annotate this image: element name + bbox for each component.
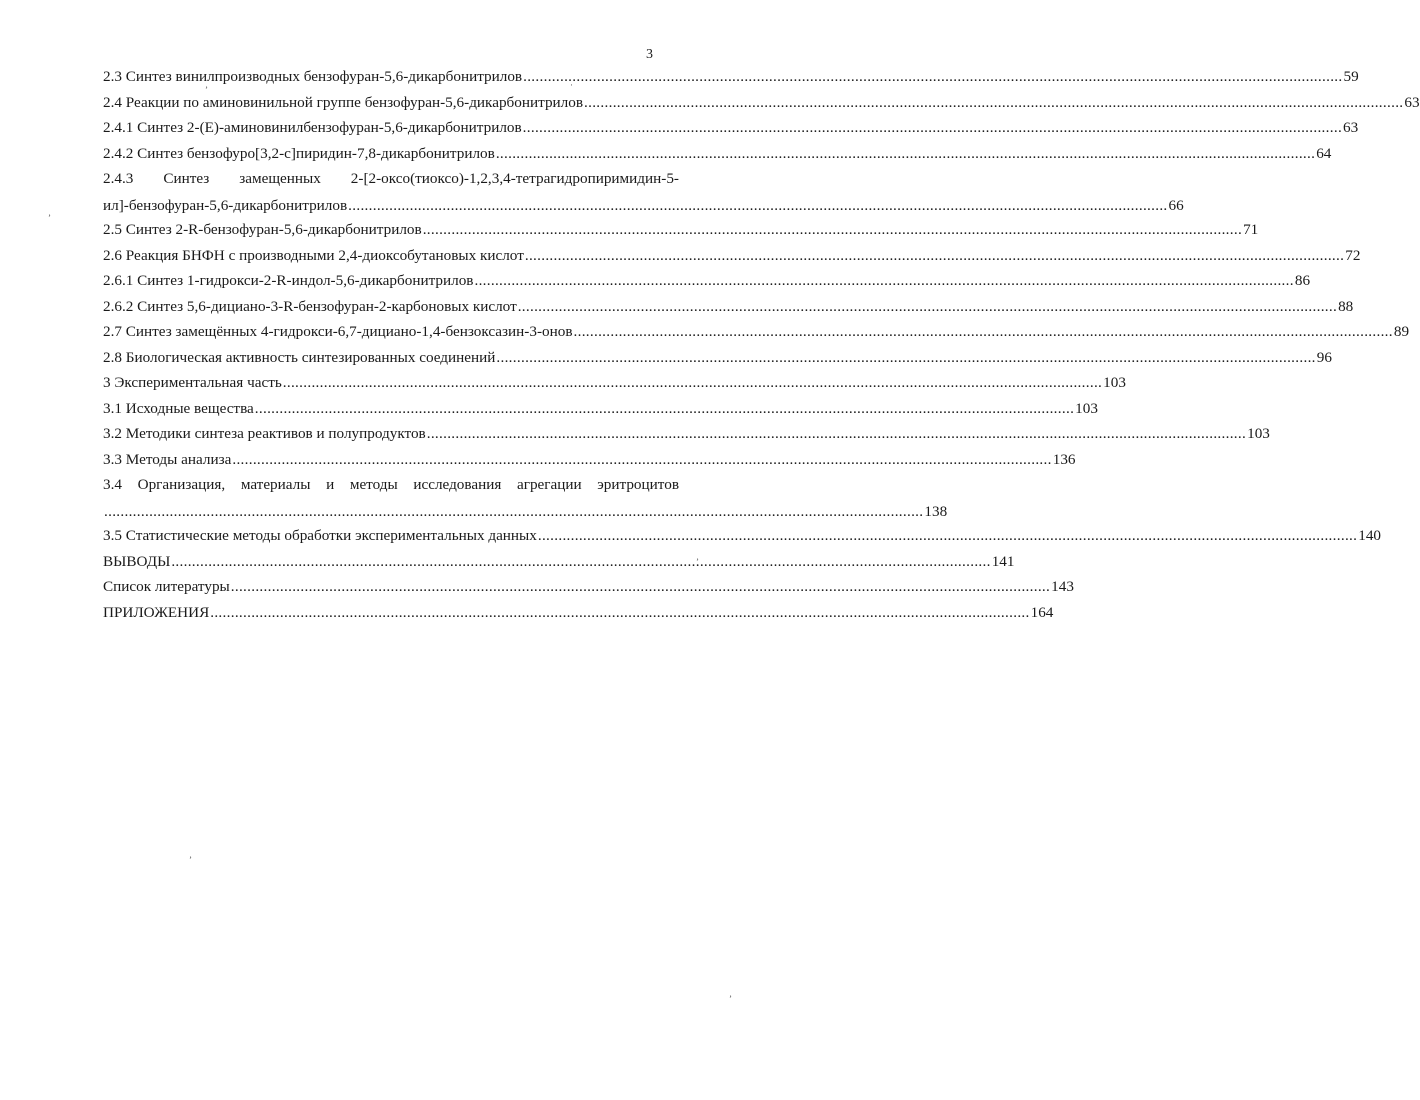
toc-entry-page: 96	[1316, 348, 1332, 366]
toc-entry-title: 2.4.2 Синтез бензофуро[3,2-c]пиридин-7,8-дикарбонитрилов	[103, 144, 495, 162]
dot-leader	[538, 523, 1357, 549]
dot-leader	[496, 141, 1315, 167]
toc-entry-2-4[interactable]	[103, 90, 1420, 116]
toc-entry-references[interactable]	[103, 574, 1074, 600]
dot-leader	[348, 193, 1167, 219]
dot-leader	[474, 268, 1293, 294]
toc-entry-2-5[interactable]	[103, 217, 1259, 243]
dot-leader	[210, 600, 1029, 626]
toc-entry-title: 2.7 Синтез замещённых 4-гидрокси-6,7-дициано-1,4-бензоксазин-3-онов	[103, 323, 573, 340]
dot-leader	[423, 217, 1242, 243]
toc-entry-2-7[interactable]	[103, 319, 1410, 345]
toc-entry-title: Список литературы	[103, 578, 230, 595]
toc-entry-title: 2.6 Реакция БНФН с производными 2,4-диоксобутановых кислот	[103, 246, 524, 264]
toc-entry-page: 63	[1343, 119, 1359, 136]
scan-speck: ʼ	[729, 994, 732, 1004]
toc-entry-2-6[interactable]	[103, 243, 1361, 269]
toc-entry-2-4-2[interactable]	[103, 141, 1332, 167]
toc-entry-page: 136	[1052, 450, 1076, 468]
toc-entry-conclusions[interactable]	[103, 549, 1015, 575]
scan-speck: ·	[570, 80, 573, 90]
toc-entry-page: 143	[1051, 578, 1074, 595]
toc-entry-3-5[interactable]	[103, 523, 1382, 549]
toc-entry-page: 140	[1358, 527, 1382, 544]
toc-entry-title: 3.2 Методики синтеза реактивов и полупродуктов	[103, 425, 426, 442]
toc-entry-title: 3.3 Методы анализа	[103, 450, 232, 468]
toc-entry-page: 72	[1345, 246, 1361, 264]
dot-leader	[523, 64, 1342, 90]
toc-entry-appendices[interactable]	[103, 600, 1054, 626]
toc-entry-page: 64	[1316, 144, 1332, 162]
toc-entry-page: 66	[1168, 197, 1184, 214]
toc-entry-3[interactable]	[103, 370, 1126, 396]
scan-speck: ʼ	[696, 557, 699, 567]
toc-entry-title: 3 Экспериментальная часть	[103, 374, 282, 391]
toc-entry-title: ВЫВОДЫ	[103, 552, 171, 570]
toc-entry-title: 3.1 Исходные вещества	[103, 399, 254, 417]
dot-leader	[525, 243, 1344, 269]
dot-leader	[584, 90, 1403, 116]
dot-leader	[231, 574, 1050, 600]
toc-entry-3-2[interactable]	[103, 421, 1270, 447]
dot-leader	[232, 447, 1051, 473]
toc-entry-3-4-line1[interactable]	[103, 472, 679, 499]
toc-entry-page: 71	[1243, 221, 1259, 238]
dot-leader	[171, 549, 990, 575]
toc-entry-title: 2.4.1 Синтез 2-(E)-аминовинилбензофуран-5,6-дикарбонитрилов	[103, 119, 522, 136]
toc-entry-page: 86	[1294, 272, 1311, 289]
toc-entry-page: 89	[1393, 323, 1410, 340]
toc-entry-title: 2.5 Синтез 2-R-бензофуран-5,6-дикарбонитрилов	[103, 221, 422, 238]
toc-entry-page: 103	[1075, 399, 1098, 417]
toc-entry-2-4-3-line1[interactable]	[103, 166, 679, 193]
toc-entry-title: 2.4.3 Синтез замещенных 2-[2-оксо(тиоксо)-1,2,3,4-тетрагидропиримидин-5-	[103, 170, 679, 187]
toc-entry-2-8[interactable]	[103, 345, 1332, 371]
toc-entry-title: 3.5 Статистические методы обработки экспериментальных данных	[103, 527, 537, 544]
toc-entry-3-3[interactable]	[103, 447, 1076, 473]
toc-entry-2-4-3[interactable]	[103, 193, 1184, 217]
dot-leader	[427, 421, 1246, 447]
toc-entry-2-3[interactable]	[103, 64, 1359, 90]
dot-leader	[574, 319, 1393, 345]
toc-entry-page: 88	[1338, 297, 1354, 315]
toc-entry-2-6-1[interactable]	[103, 268, 1311, 294]
toc-entry-title: 2.8 Биологическая активность синтезированных соединений	[103, 348, 496, 366]
dot-leader	[518, 294, 1337, 320]
toc-entry-page: 103	[1103, 374, 1126, 391]
toc-entry-title: 2.3 Синтез винилпроизводных бензофуран-5,6-дикарбонитрилов	[103, 68, 523, 85]
toc-entry-2-6-2[interactable]	[103, 294, 1354, 320]
toc-entry-title: 2.6.2 Синтез 5,6-дициано-3-R-бензофуран-2-карбоновых кислот	[103, 297, 517, 315]
page-number: 3	[646, 47, 653, 62]
dot-leader	[496, 345, 1315, 371]
scan-speck: ʼ	[48, 213, 51, 223]
scan-speck: ʼ	[189, 855, 192, 865]
toc-entry-3-1[interactable]	[103, 396, 1098, 422]
dot-leader	[283, 370, 1102, 396]
toc-entry-page: 103	[1247, 425, 1270, 442]
dot-leader	[255, 396, 1074, 422]
toc-entry-page: 138	[924, 503, 948, 520]
toc-entry-page: 164	[1030, 603, 1054, 621]
toc-entry-3-4[interactable]	[103, 499, 948, 523]
toc-entry-page: 59	[1343, 68, 1359, 85]
toc-entry-title: 2.4 Реакции по аминовинильной группе бензофуран-5,6-дикарбонитрилов	[103, 93, 584, 111]
dot-leader	[523, 115, 1342, 141]
scan-speck: ʼ	[205, 85, 208, 95]
dot-leader	[104, 499, 923, 525]
toc-entry-title: ил]-бензофуран-5,6-дикарбонитрилов	[103, 197, 348, 214]
toc-entry-page: 63	[1404, 93, 1420, 111]
toc-entry-title: ПРИЛОЖЕНИЯ	[103, 603, 210, 621]
toc-entry-title: 3.4 Организация, материалы и методы исследования агрегации эритроцитов	[103, 476, 679, 493]
toc-entry-page: 141	[991, 552, 1015, 570]
table-of-contents	[103, 64, 1420, 625]
toc-entry-title: 2.6.1 Синтез 1-гидрокси-2-R-индол-5,6-дикарбонитрилов	[103, 272, 474, 289]
toc-entry-2-4-1[interactable]	[103, 115, 1359, 141]
